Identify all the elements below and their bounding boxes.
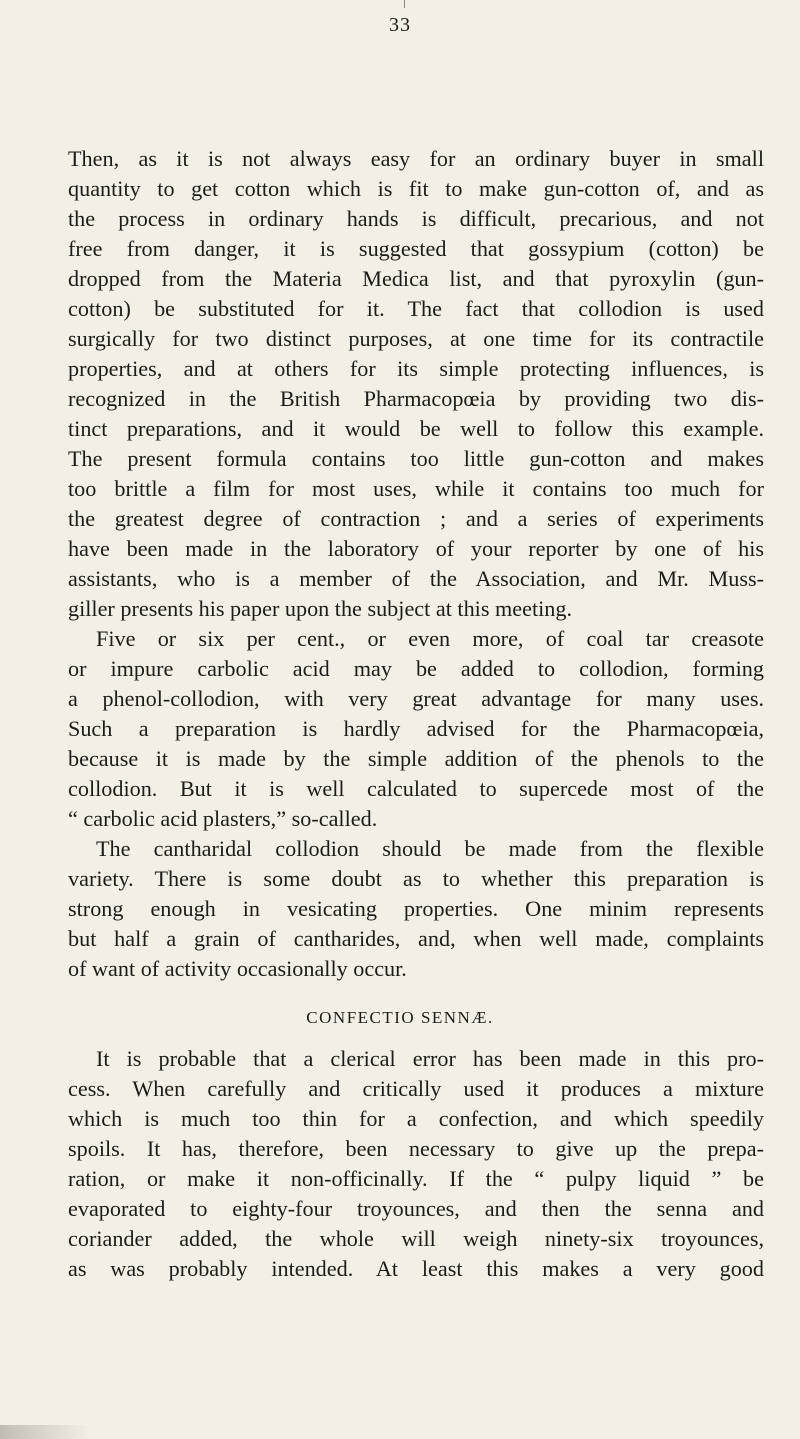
- text-line: “ carbolic acid plasters,” so-called.: [68, 806, 378, 831]
- text-line: giller presents his paper upon the subject at this meeting.: [68, 596, 573, 621]
- margin-mark: [404, 0, 405, 8]
- text-line: the greatest degree of contraction ; and a series of experiments: [68, 506, 764, 531]
- text-line: as was probably intended. At least this makes a very good: [68, 1256, 764, 1281]
- text-line: the process in ordinary hands is difficult, precarious, and not: [68, 206, 764, 231]
- text-line: quantity to get cotton which is fit to make gun-cotton of, and as: [68, 176, 764, 201]
- text-line: ration, or make it non-officinally. If the “ pulpy liquid ” be: [68, 1166, 764, 1191]
- text-line: a phenol-collodion, with very great advantage for many uses.: [68, 686, 764, 711]
- text-line: tinct preparations, and it would be well to follow this example.: [68, 416, 764, 441]
- text-line: cess. When carefully and critically used it produces a mixture: [68, 1076, 764, 1101]
- text-line: surgically for two distinct purposes, at one time for its contractile: [68, 326, 764, 351]
- text-line: too brittle a film for most uses, while it contains too much for: [68, 476, 764, 501]
- text-line: have been made in the laboratory of your reporter by one of his: [68, 536, 764, 561]
- section-heading: CONFECTIO SENNÆ.: [306, 1008, 494, 1027]
- text-line: but half a grain of cantharides, and, when well made, complaints: [68, 926, 764, 951]
- text-line: assistants, who is a member of the Association, and Mr. Muss-: [68, 566, 764, 591]
- text-line: because it is made by the simple addition of the phenols to the: [68, 746, 764, 771]
- page-number: 33: [389, 14, 411, 36]
- text-line: Such a preparation is hardly advised for the Pharmacopœia,: [68, 716, 764, 741]
- text-line: free from danger, it is suggested that gossypium (cotton) be: [68, 236, 764, 261]
- text-line: The present formula contains too little gun-cotton and makes: [68, 446, 764, 471]
- text-line: or impure carbolic acid may be added to collodion, forming: [68, 656, 764, 681]
- text-line: properties, and at others for its simple protecting influences, is: [68, 356, 764, 381]
- text-line: dropped from the Materia Medica list, and that pyroxylin (gun-: [68, 266, 764, 291]
- text-line: cotton) be substituted for it. The fact that collodion is used: [68, 296, 764, 321]
- text-line: which is much too thin for a confection, and which speedily: [68, 1106, 764, 1131]
- text-line-indented: The cantharidal collodion should be made from the flexible: [96, 836, 764, 861]
- page-edge-shadow: [0, 1425, 90, 1439]
- text-line: coriander added, the whole will weigh ninety-six troyounces,: [68, 1226, 764, 1251]
- text-line: strong enough in vesicating properties. One minim represents: [68, 896, 764, 921]
- text-line-indented: It is probable that a clerical error has been made in this pro-: [96, 1046, 764, 1071]
- text-line: variety. There is some doubt as to whether this preparation is: [68, 866, 764, 891]
- text-line-indented: Five or six per cent., or even more, of coal tar creasote: [96, 626, 764, 651]
- text-line: spoils. It has, therefore, been necessary to give up the prepa-: [68, 1136, 764, 1161]
- text-line: of want of activity occasionally occur.: [68, 956, 407, 981]
- text-line: Then, as it is not always easy for an ordinary buyer in small: [68, 146, 764, 171]
- text-line: evaporated to eighty-four troyounces, and then the senna and: [68, 1196, 764, 1221]
- text-line: collodion. But it is well calculated to supercede most of the: [68, 776, 764, 801]
- text-line: recognized in the British Pharmacopœia by providing two dis-: [68, 386, 764, 411]
